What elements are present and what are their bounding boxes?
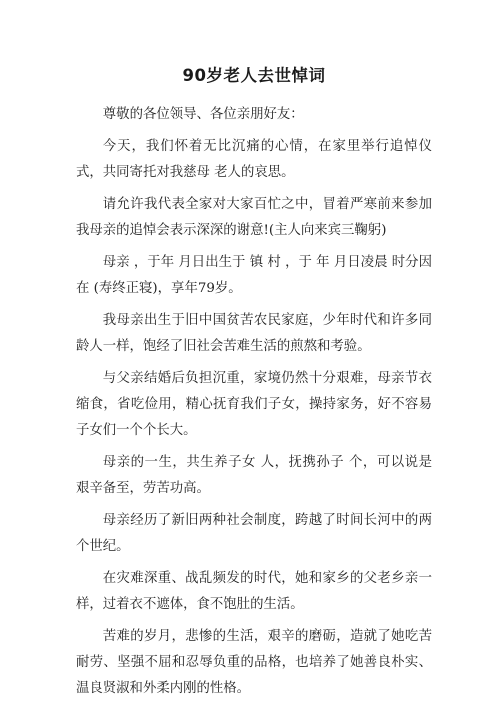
paragraph-salutation: 尊敬的各位领导、各位亲朋好友： <box>102 107 304 122</box>
paragraph: 在灾难深重、战乱频发的时代，她和家乡的父老乡亲一样，过着衣不遮体，食不饱肚的生活。 <box>76 571 432 612</box>
document-title: 90岁老人去世悼词 <box>182 66 326 85</box>
paragraph: 母亲经历了新旧两种社会制度，跨越了时间长河中的两个世纪。 <box>76 513 432 554</box>
paragraph: 与父亲结婚后负担沉重，家境仍然十分艰难，母亲节衣缩食，省吃俭用，精心抚育我们子女，操持家务，好不容易子女们一个个长大。 <box>76 371 432 438</box>
paragraph: 我母亲出生于旧中国贫苦农民家庭，少年时代和许多同龄人一样，饱经了旧社会苦难生活的煎熬和考验。 <box>76 313 432 354</box>
paragraph: 今天，我们怀着无比沉痛的心情，在家里举行追悼仪式，共同寄托对我慈母 老人的哀思。 <box>76 139 432 180</box>
paragraph: 请允许我代表全家对大家百忙之中，冒着严寒前来参加我母亲的追悼会表示深深的谢意!(主人向来宾三鞠躬) <box>76 197 432 238</box>
paragraph: 母亲的一生，共生养子女 人，抚携孙子 个，可以说是艰辛备至，劳苦功高。 <box>76 455 432 496</box>
paragraph: 母亲 ，于年 月日出生于 镇 村 ，于 年 月日凌晨 时分因 在 (寿终正寝)，享年79岁。 <box>76 255 432 296</box>
paragraph: 苦难的岁月，悲惨的生活，艰辛的磨砺，造就了她吃苦耐劳、坚强不屈和忍辱负重的品格，也培养了她善良朴实、温良贤淑和外柔内刚的性格。 <box>76 629 432 696</box>
